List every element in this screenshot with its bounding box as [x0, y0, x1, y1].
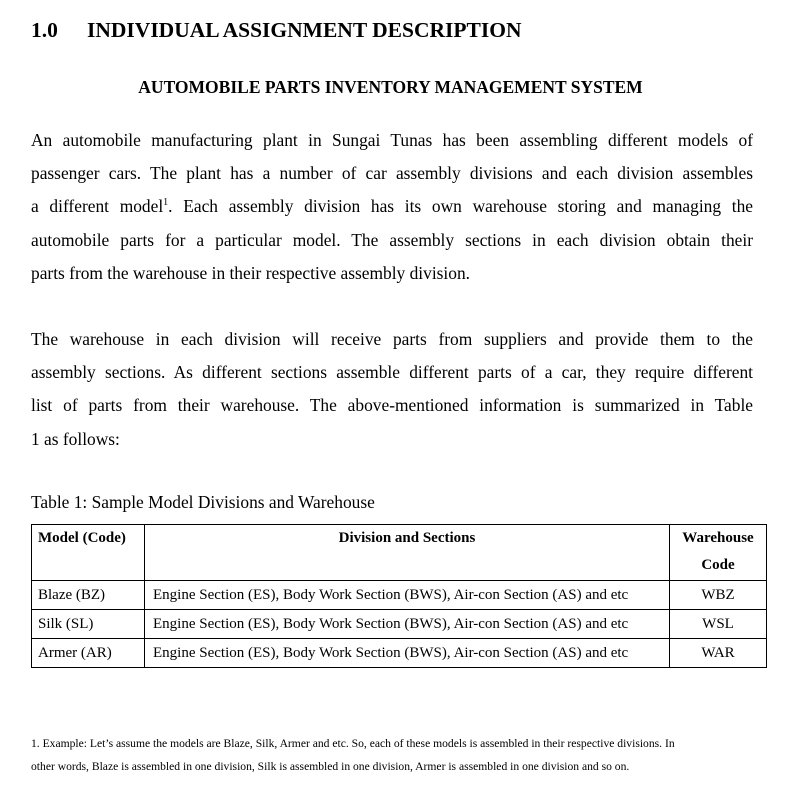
cell-division: Engine Section (ES), Body Work Section (BWS), Air-con Section (AS) and etc: [145, 610, 670, 639]
table-header-row: [32, 525, 767, 581]
header-division-sections: Division and Sections: [145, 525, 670, 581]
cell-division: Engine Section (ES), Body Work Section (BWS), Air-con Section (AS) and etc: [145, 639, 670, 668]
header-warehouse-code: [670, 525, 767, 581]
paragraph-line: list of parts from their warehouse. The above-mentioned information is summarized in Table: [31, 395, 753, 416]
table-row: [32, 639, 767, 668]
footnote-line: other words, Blaze is assembled in one division, Silk is assembled in one division, Armer is assembled in one division and so on.: [31, 760, 630, 773]
header-model-code: Model (Code): [32, 525, 145, 581]
paragraph-warehouse: [31, 323, 753, 456]
paragraph-intro: [31, 124, 753, 290]
paragraph-line: 1 as follows:: [31, 428, 120, 449]
cell-model: Armer (AR): [32, 639, 145, 668]
section-number: 1.0: [31, 18, 58, 42]
paragraph-line: assembly sections. As different sections assemble different parts of a car, they require different: [31, 362, 753, 383]
section-heading: [31, 18, 521, 43]
header-warehouse-line2: Code: [701, 557, 735, 573]
header-warehouse-line1: Warehouse: [682, 530, 754, 546]
paragraph-line: An automobile manufacturing plant in Sungai Tunas has been assembling different models of: [31, 130, 753, 150]
paragraph-text: a different model: [31, 196, 164, 217]
table-caption: Table 1: Sample Model Divisions and Warehouse: [31, 492, 375, 512]
cell-warehouse: WAR: [670, 639, 767, 668]
paragraph-line: automobile parts for a particular model. The assembly sections in each division obtain their: [31, 229, 753, 250]
table-row: [32, 610, 767, 639]
document-subtitle: AUTOMOBILE PARTS INVENTORY MANAGEMENT SYSTEM: [138, 77, 643, 97]
paragraph-line: parts from the warehouse in their respective assembly division.: [31, 262, 470, 283]
footnote: [31, 732, 755, 778]
model-divisions-table: [31, 524, 767, 668]
cell-division: Engine Section (ES), Body Work Section (BWS), Air-con Section (AS) and etc: [145, 581, 670, 610]
cell-warehouse: WBZ: [670, 581, 767, 610]
paragraph-line: passenger cars. The plant has a number of car assembly divisions and each division assembles: [31, 163, 753, 184]
cell-warehouse: WSL: [670, 610, 767, 639]
table-row: [32, 581, 767, 610]
section-title: INDIVIDUAL ASSIGNMENT DESCRIPTION: [87, 18, 522, 42]
paragraph-line: [31, 190, 753, 223]
paragraph-text: . Each assembly division has its own warehouse storing and managing the: [168, 196, 754, 217]
cell-model: Silk (SL): [32, 610, 145, 639]
footnote-reference: 1: [163, 197, 169, 209]
footnote-line: 1. Example: Let’s assume the models are Blaze, Silk, Armer and etc. So, each of these models is assembled in their respective divisions. In: [31, 737, 675, 750]
cell-model: Blaze (BZ): [32, 581, 145, 610]
paragraph-line: The warehouse in each division will receive parts from suppliers and provide them to the: [31, 329, 753, 349]
